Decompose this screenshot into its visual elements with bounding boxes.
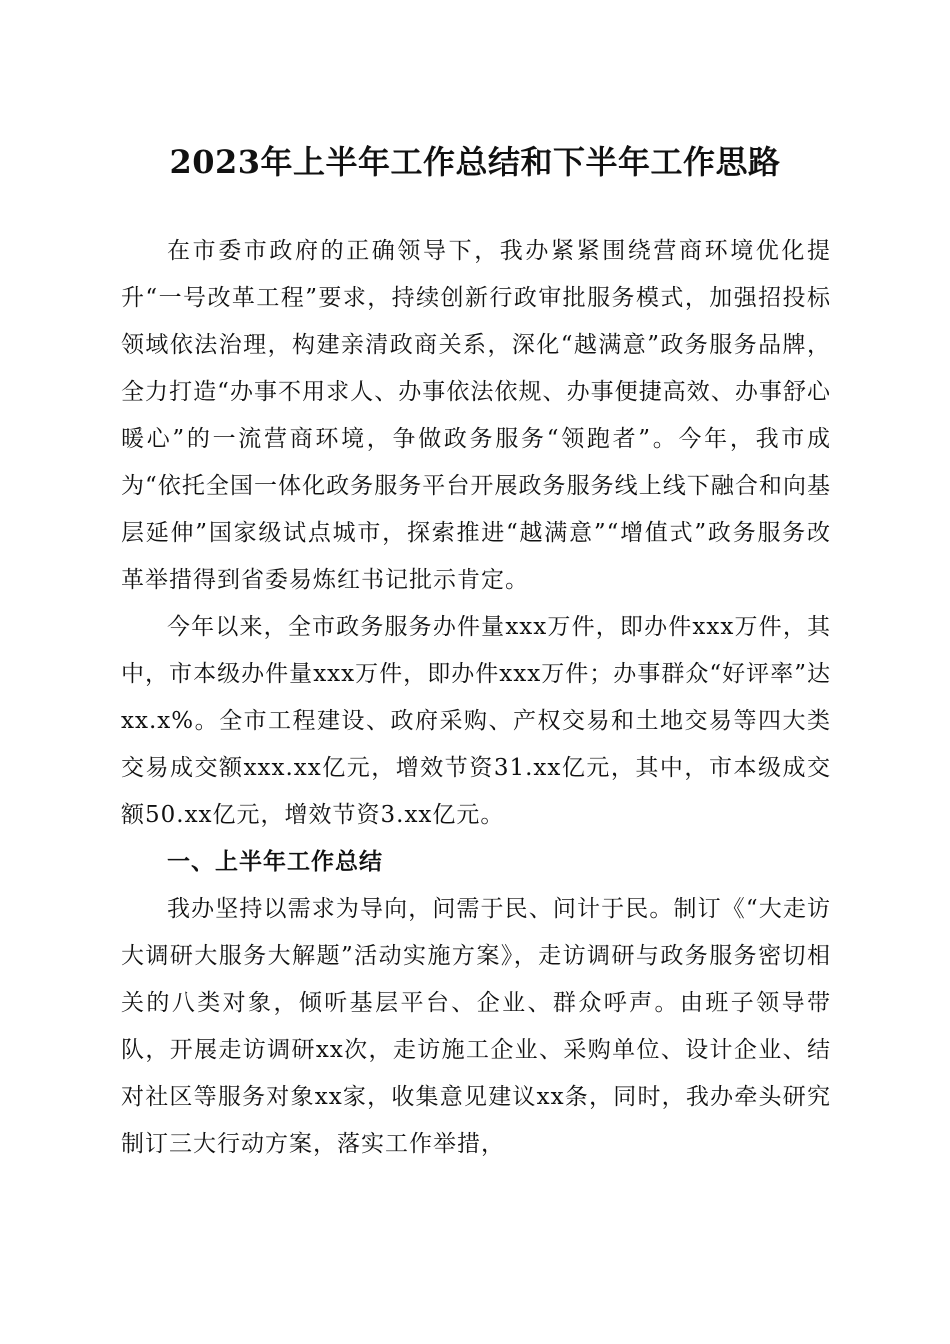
document-body	[121, 228, 831, 1168]
paragraph-section-1: 我办坚持以需求为导向，问需于民、问计于民。制订《“大走访大调研大服务大解题”活动实施方案》，走访调研与政务服务密切相关的八类对象，倾听基层平台、企业、群众呼声。由班子领导带队，开展走访调研xx次，走访施工企业、采购单位、设计企业、结对社区等服务对象xx家，收集意见建议xx条，同时，我办牵头研究制订三大行动方案，落实工作举措，	[121, 896, 831, 1157]
paragraph-statistics: 今年以来，全市政务服务办件量xxx万件，即办件xxx万件，其中，市本级办件量xxx万件，即办件xxx万件；办事群众“好评率”达xx.x%。全市工程建设、政府采购、产权交易和土地交易等四大类交易成交额xxx.xx亿元，增效节资31.xx亿元，其中，市本级成交额50.xx亿元，增效节资3.xx亿元。	[121, 614, 831, 828]
paragraph-intro: 在市委市政府的正确领导下，我办紧紧围绕营商环境优化提升“一号改革工程”要求，持续创新行政审批服务模式，加强招投标领域依法治理，构建亲清政商关系，深化“越满意”政务服务品牌，全力打造“办事不用求人、办事依法依规、办事便捷高效、办事舒心暖心”的一流营商环境，争做政务服务“领跑者”。今年，我市成为“依托全国一体化政务服务平台开展政务服务线上线下融合和向基层延伸”国家级试点城市，探索推进“越满意”“增值式”政务服务改革举措得到省委易炼红书记批示肯定。	[121, 238, 831, 593]
document-title: 2023年上半年工作总结和下半年工作思路	[169, 143, 781, 181]
section-heading: 一、上半年工作总结	[167, 849, 383, 875]
